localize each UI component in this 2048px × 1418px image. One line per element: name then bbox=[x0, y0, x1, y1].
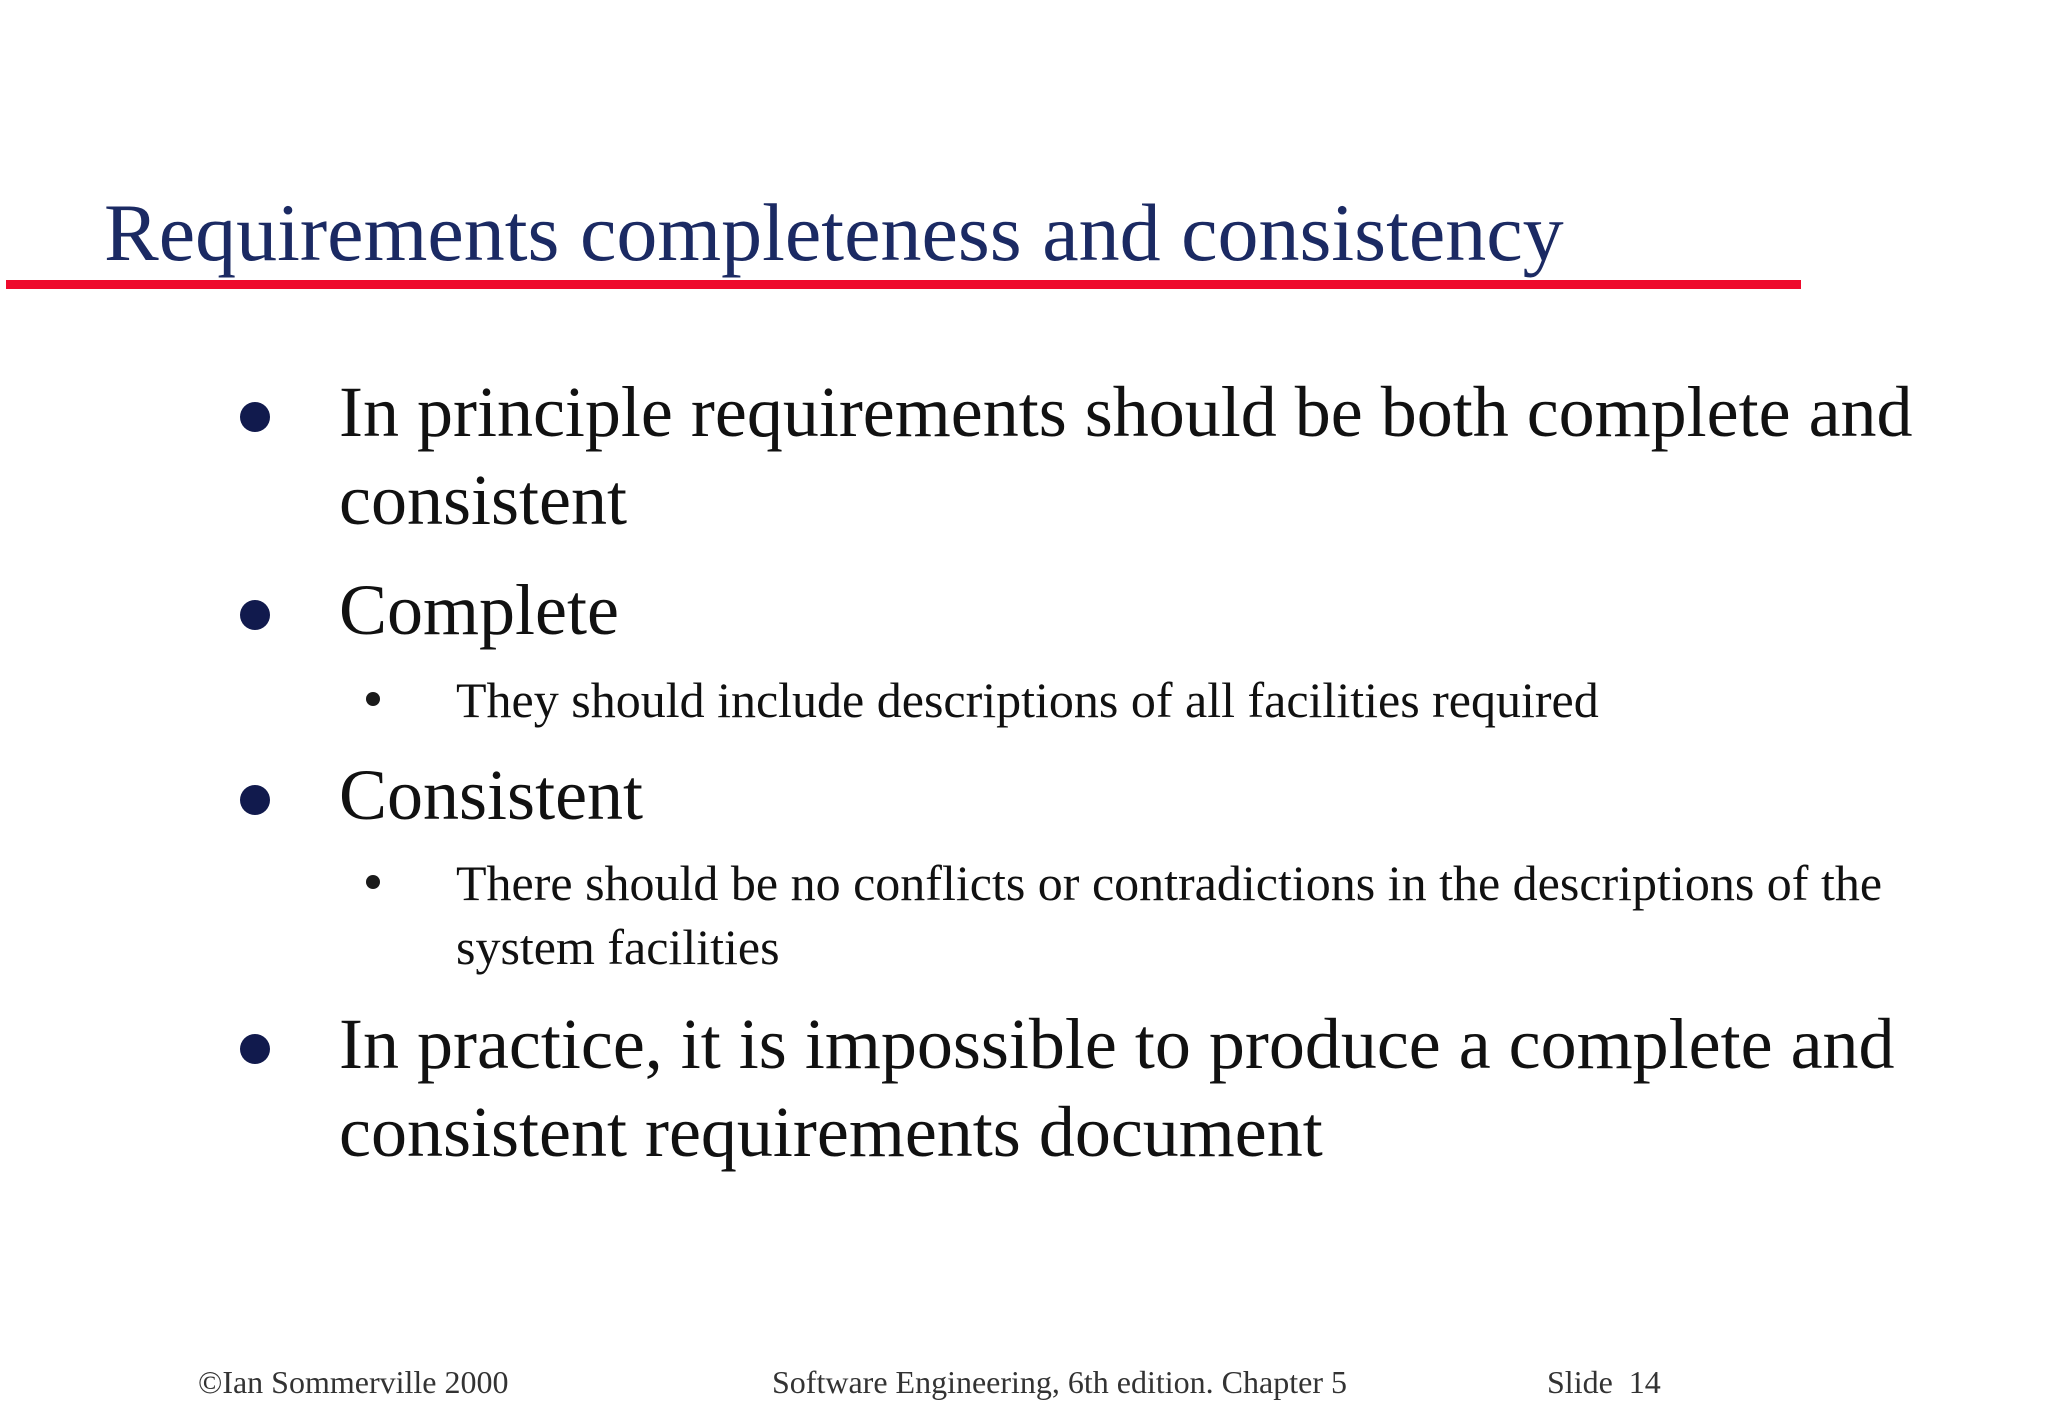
sub-bullet-icon bbox=[366, 875, 380, 889]
bullet-item bbox=[240, 751, 1940, 839]
bullet-text: Consistent bbox=[339, 755, 644, 835]
title-underline bbox=[6, 280, 1801, 289]
sub-bullet-item bbox=[360, 851, 1920, 979]
bullet-text: In practice, it is impossible to produce a complete and consistent requirements document bbox=[339, 1004, 1895, 1172]
bullet-icon bbox=[240, 785, 270, 815]
bullet-text: Complete bbox=[339, 570, 619, 650]
sub-bullet-icon bbox=[366, 692, 380, 706]
bullet-icon bbox=[240, 402, 270, 432]
slide-title: Requirements completeness and consistency bbox=[104, 187, 1564, 278]
bullet-item bbox=[240, 1000, 1940, 1176]
bullet-text: In principle requirements should be both complete and consistent bbox=[339, 372, 1913, 540]
bullet-icon bbox=[240, 1034, 270, 1064]
sub-bullet-item bbox=[360, 668, 1920, 732]
footer-copyright: ©Ian Sommerville 2000 bbox=[198, 1364, 509, 1400]
bullet-item bbox=[240, 566, 1940, 654]
bullet-icon bbox=[240, 600, 270, 630]
sub-bullet-text: They should include descriptions of all facilities required bbox=[456, 672, 1599, 728]
footer-book-title: Software Engineering, 6th edition. Chapter 5 bbox=[772, 1364, 1347, 1400]
bullet-item bbox=[240, 368, 1940, 544]
footer-slide-number: Slide 14 bbox=[1547, 1364, 1661, 1400]
sub-bullet-text: There should be no conflicts or contradictions in the descriptions of the system facilities bbox=[456, 855, 1883, 975]
